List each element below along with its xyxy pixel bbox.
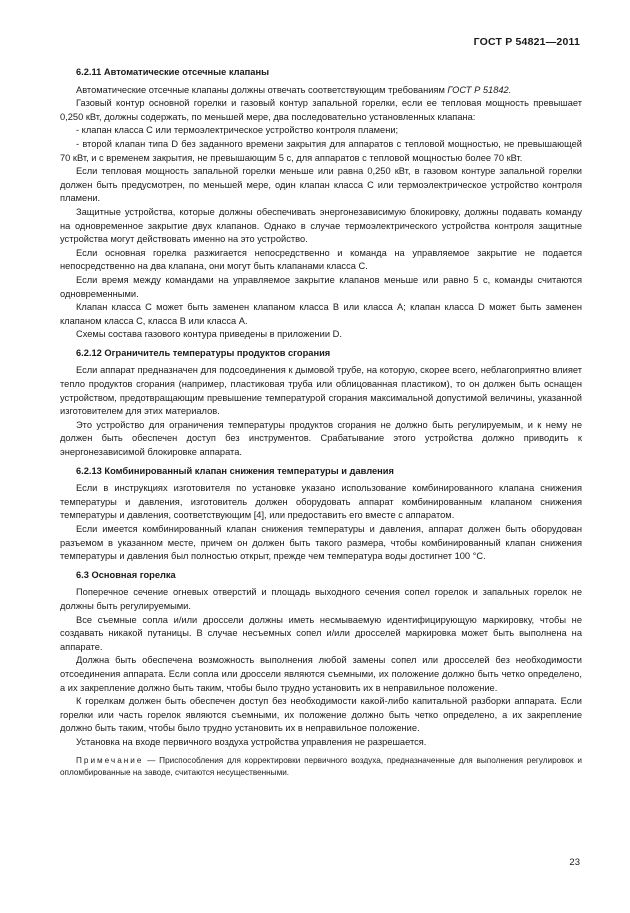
section-heading-6-2-13: 6.2.13 Комбинированный клапан снижения температуры и давления <box>76 465 394 476</box>
standard-reference: ГОСТ Р 51842. <box>447 84 512 95</box>
document-body <box>60 66 582 779</box>
paragraph: Если аппарат предназначен для подсоединения к дымовой трубе, на которую, скорее всего, неблагоприятно влияет тепло продуктов сгорания (например, пластиковая труба или облицованная пластиком), то он должен быть оснащен устройством, предотвращающим превышение температурой сгорания максимальной допустимой величины, указанной изготовителем для этих материалов. <box>60 365 582 417</box>
page-number: 23 <box>569 857 580 868</box>
paragraph: Если имеется комбинированный клапан снижения температуры и давления, аппарат должен быть оборудован разъемом в указанном месте, причем он должен быть такого размера, чтобы комбинированный клапан снижения температуры и давления был полностью открыт, прежде чем температура воды достигнет 100 °С. <box>60 524 582 562</box>
paragraph: Если тепловая мощность запальной горелки меньше или равна 0,250 кВт, в газовом контуре запальной горелки должен быть предусмотрен, по меньшей мере, один клапан класса С или термоэлектрическое устройство контроля пламени. <box>60 166 582 204</box>
paragraph: К горелкам должен быть обеспечен доступ без необходимости какой-либо капитальной разборки аппарата. Если горелки или часть горелок являются съемными, их положение должно быть четко определено, а их закрепление должно быть таким, чтобы было трудно установить их в неправильное положение. <box>60 696 582 734</box>
paragraph-text: Автоматические отсечные клапаны должны отвечать соответствующим требованиям <box>76 84 448 95</box>
paragraph: Это устройство для ограничения температуры продуктов сгорания не должно быть регулируемым, и к нему не должен быть обеспечен доступ без инструментов. Срабатывание этого устройства должно приводить к энергонезависимой блокировке аппарата. <box>60 419 582 458</box>
section-heading-6-3: 6.3 Основная горелка <box>76 569 176 580</box>
list-item: - второй клапан типа D без заданного времени закрытия для аппаратов с тепловой мощностью, не превышающей 70 кВт, и с временем закрытия, не превышающим 5 с, для аппаратов с тепловой мощностью более 70 кВт. <box>60 138 582 163</box>
note-label: Примечание <box>76 755 144 765</box>
paragraph: Установка на входе первичного воздуха устройства управления не разрешается. <box>76 736 427 747</box>
paragraph: Схемы состава газового контура приведены в приложении D. <box>76 329 342 340</box>
paragraph: Поперечное сечение огневых отверстий и площадь выходного сечения сопел горелок и запальных горелок не должны быть регулируемыми. <box>60 587 582 611</box>
paragraph <box>60 84 582 98</box>
section-heading-6-2-12: 6.2.12 Ограничитель температуры продуктов сгорания <box>76 347 331 358</box>
paragraph: Если в инструкциях изготовителя по установке указано использование комбинированного клапана снижения температуры и давления, изготовитель должен оборудовать аппарат комбинированным клапаном снижения температуры и давления, соответствующим [4], или предоставить его вместе с аппаратом. <box>60 483 582 521</box>
paragraph: Защитные устройства, которые должны обеспечивать энергонезависимую блокировку, должны подавать команду на одновременное закрытие двух клапанов. Однако в случае термоэлектрического устройства контроля защитные устройства могут действовать именно на это устройство. <box>60 206 582 245</box>
section-heading-6-2-11: 6.2.11 Автоматические отсечные клапаны <box>76 67 270 77</box>
paragraph: Клапан класса С может быть заменен клапаном класса В или класса А; клапан класса D может быть заменен клапаном класса С, класса В или класса А. <box>60 302 582 326</box>
note <box>60 755 582 779</box>
paragraph: Все съемные сопла и/или дроссели должны иметь несмываемую идентифицирующую маркировку, чтобы не создавать никакой путаницы. В случае несъемных сопел и/или дросселей маркировка может быть выполнена на аппарате. <box>60 614 582 652</box>
paragraph: Если основная горелка разжигается непосредственно и команда на управляемое закрытие не подается непосредственно на два клапана, они могут быть клапанами класса С. <box>60 247 582 272</box>
paragraph: Должна быть обеспечена возможность выполнения любой замены сопел или дросселей без необходимости отсоединения аппарата. Если сопла или дроссели являются съемными, их положение должно быть четко определено, а их закрепление должно быть таким, чтобы было трудно установить их в неправильное положение. <box>60 655 582 693</box>
paragraph: Если время между командами на управляемое закрытие клапанов меньше или равно 5 с, команды считаются одновременными. <box>60 274 582 299</box>
document-code: ГОСТ Р 54821—2011 <box>473 36 580 48</box>
paragraph: Газовый контур основной горелки и газовый контур запальной горелки, если ее тепловая мощность превышает 0,250 кВт, должны содержать, по меньшей мере, два последовательно установленных клапана: <box>60 98 582 122</box>
list-item: - клапан класса С или термоэлектрическое устройство контроля пламени; <box>76 125 399 136</box>
note-text: — Приспособления для корректировки первичного воздуха, предназначенные для выполнения регулировок и опломбированные на заводе, считаются несущественными. <box>60 755 582 777</box>
